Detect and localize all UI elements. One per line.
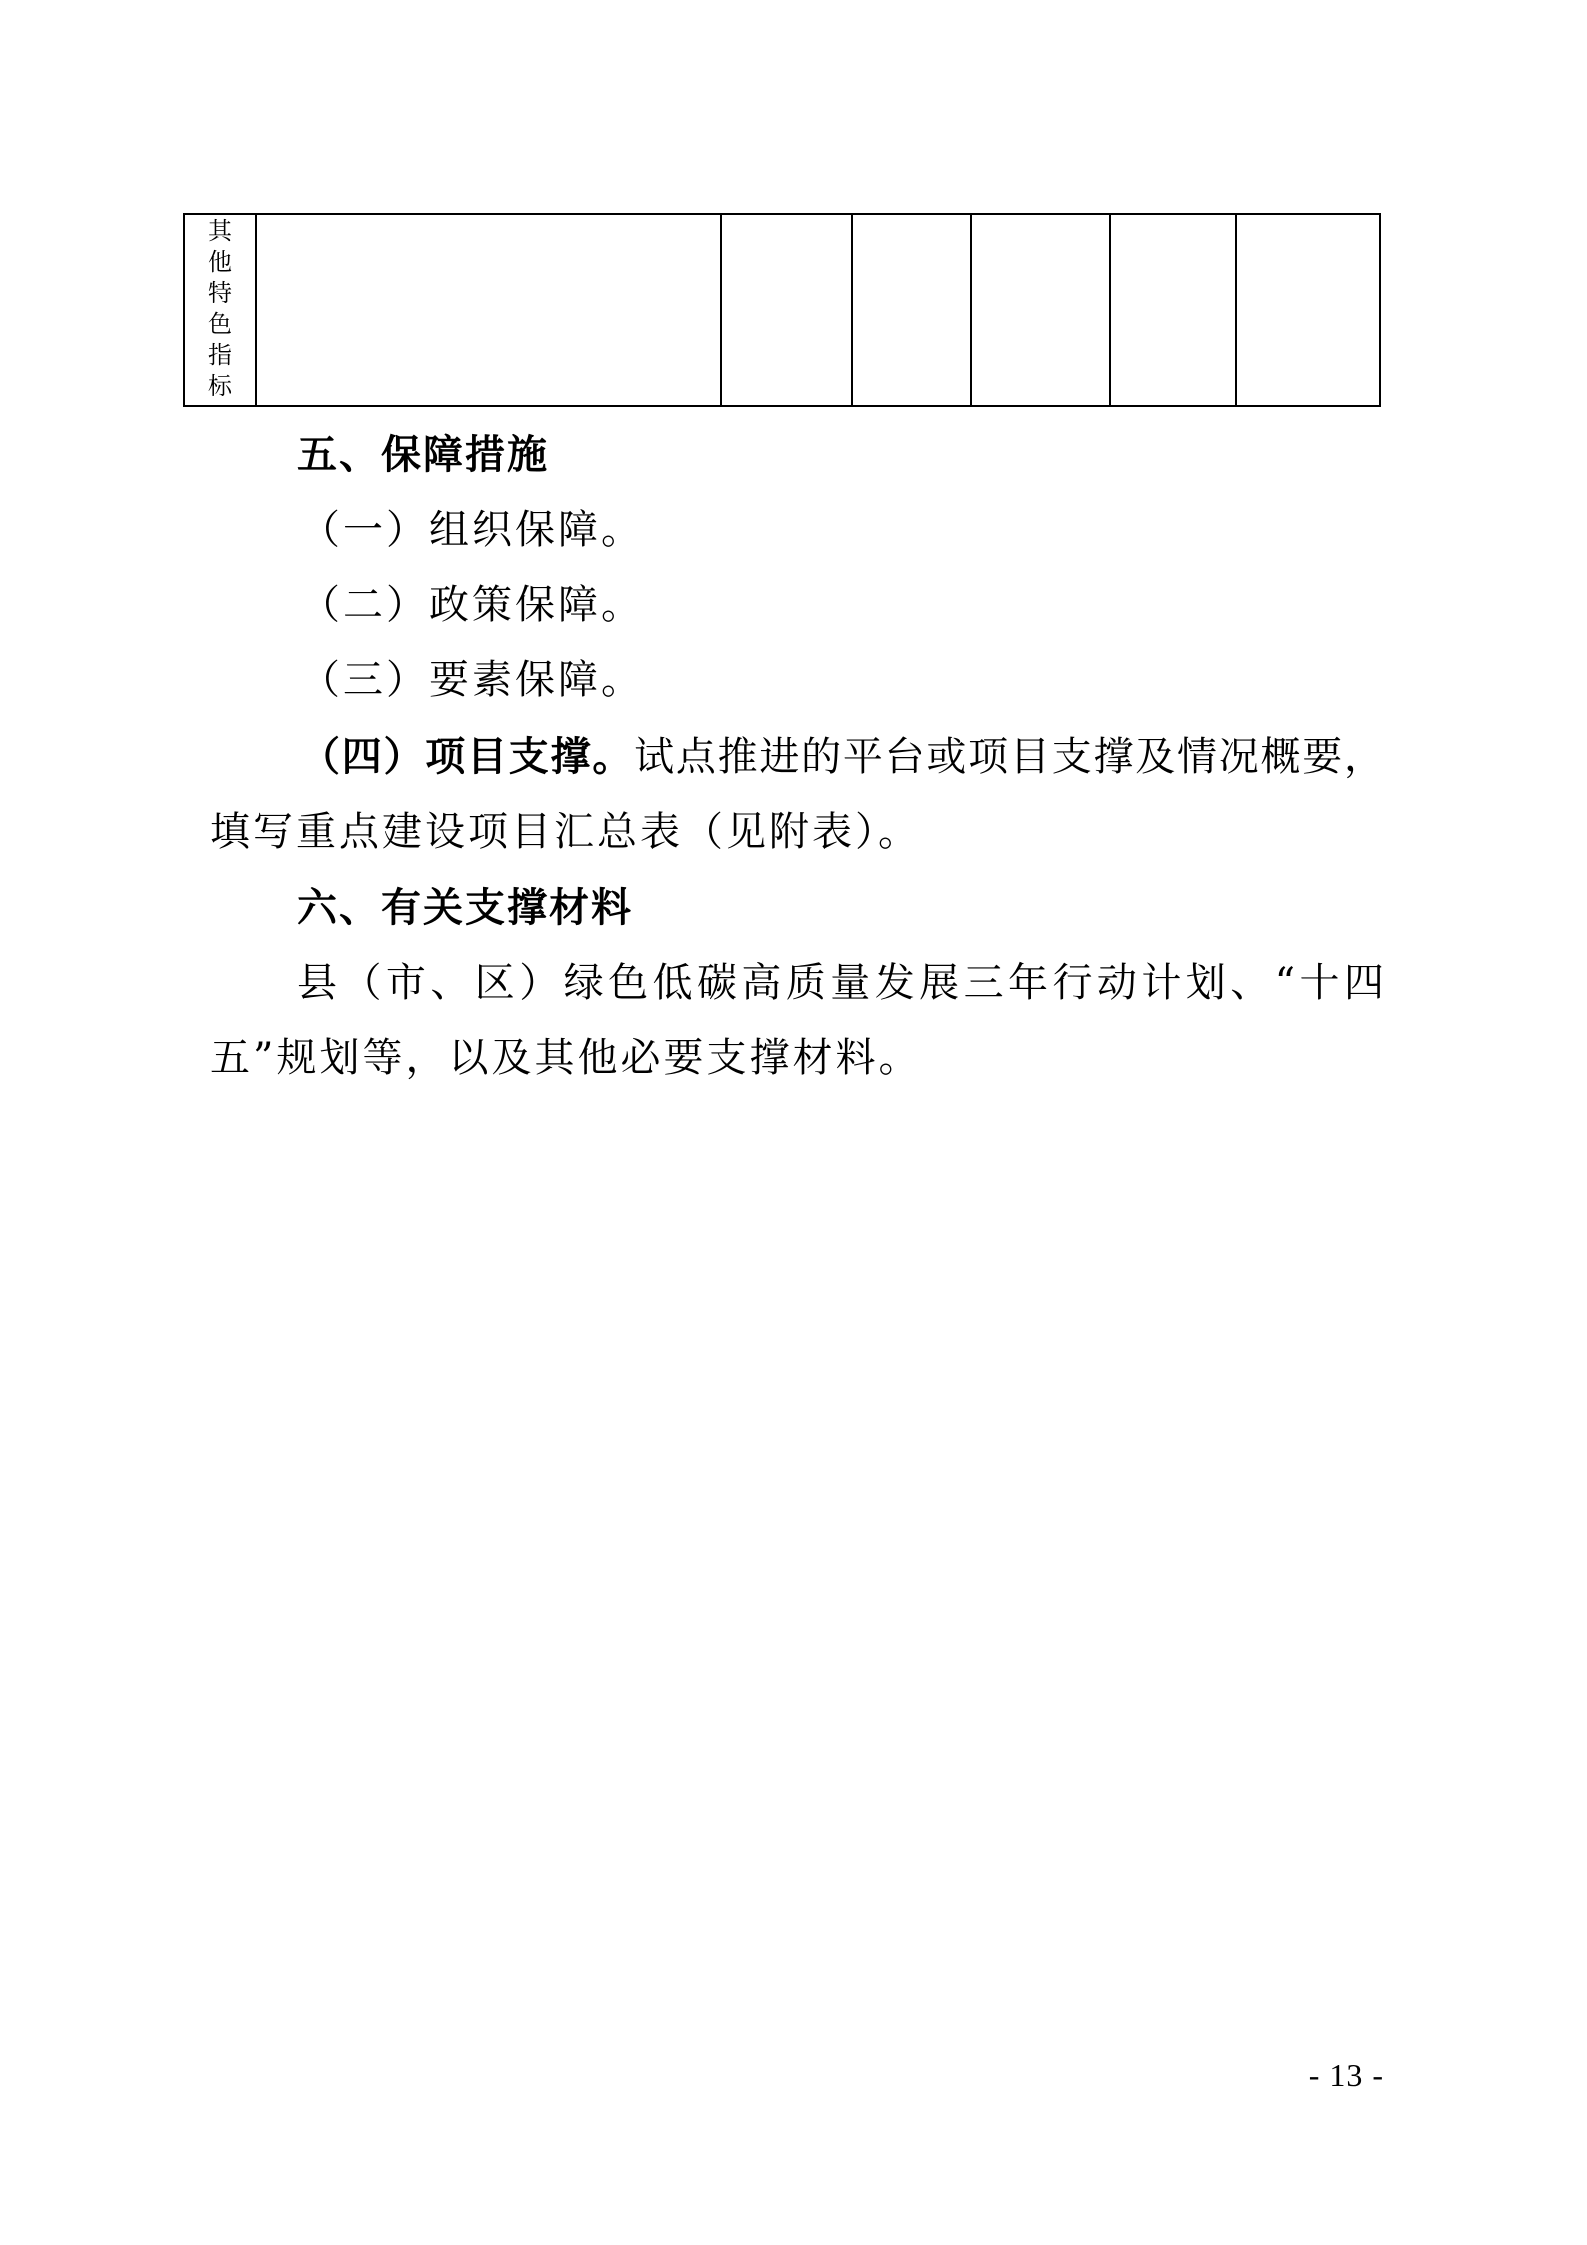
table-cell <box>971 214 1110 406</box>
page-number: - 13 - <box>1308 2057 1384 2093</box>
project-support-text: 试点推进的平台或项目支撑及情况概要， <box>634 734 1385 780</box>
table-cell <box>852 214 971 406</box>
table-row-label-cell <box>184 214 256 406</box>
table-cell <box>256 214 721 406</box>
section-heading-materials: 六、有关支撑材料 <box>297 885 633 931</box>
section-heading-guarantee: 五、保障措施 <box>297 432 549 478</box>
project-support-label: （四）项目支撑。 <box>300 734 635 780</box>
guarantee-item-factors: （三）要素保障。 <box>300 657 644 703</box>
materials-text: 县（市、区）绿色低碳高质量发展三年行动计划、“十四 <box>297 960 1384 1006</box>
table-row-label: 其他特色指标 <box>208 217 232 400</box>
table-cell <box>1236 214 1380 406</box>
guarantee-item-policy: （二）政策保障。 <box>300 582 644 628</box>
indicator-table <box>183 213 1381 407</box>
guarantee-item-organization: （一）组织保障。 <box>300 507 644 553</box>
table-row <box>184 214 1380 406</box>
guarantee-item-project-support <box>300 733 1384 781</box>
project-support-text-continued: 填写重点建设项目汇总表（见附表）。 <box>210 809 921 855</box>
materials-text-continued: 五”规划等，以及其他必要支撑材料。 <box>210 1035 922 1081</box>
table-cell <box>1110 214 1236 406</box>
table-cell <box>721 214 852 406</box>
